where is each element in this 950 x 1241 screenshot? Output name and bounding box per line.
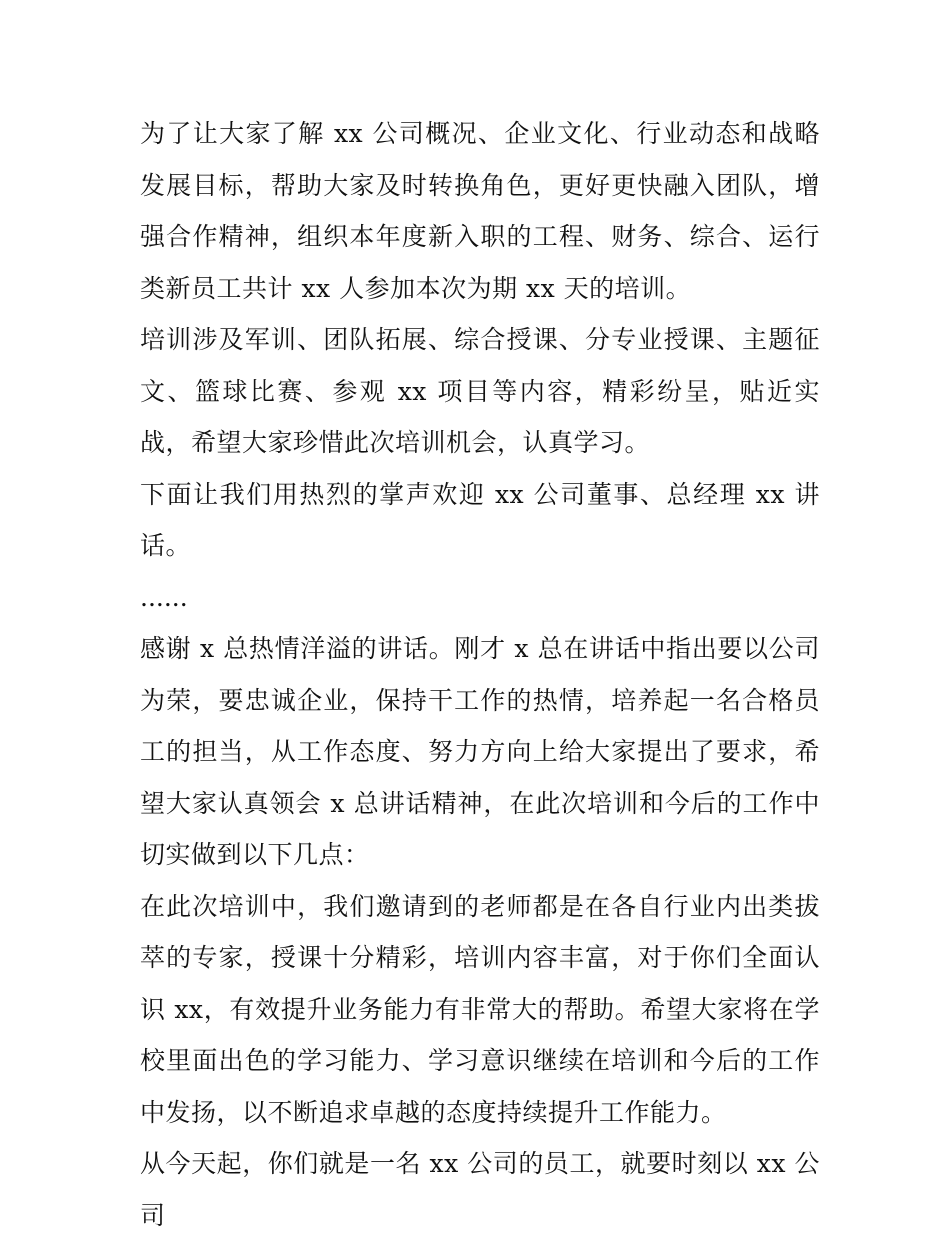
paragraph-from-today: 从今天起，你们就是一名 xx 公司的员工，就要时刻以 xx 公司 xyxy=(140,1149,820,1230)
ellipsis: ...... xyxy=(140,582,188,612)
paragraph-thanks: 感谢 x 总热情洋溢的讲话。刚才 x 总在讲话中指出要以公司为荣，要忠诚企业，保持干工作的热情，培养起一名合格员工的担当，从工作态度、努力方向上给大家提出了要求，希望大家认真领会 x 总讲话精神，在此次培训和今后的工作中切实做到以下几点： xyxy=(140,634,820,869)
paragraph-welcome-speech: 下面让我们用热烈的掌声欢迎 xx 公司董事、总经理 xx 讲话。 xyxy=(140,479,820,560)
paragraph-teachers: 在此次培训中，我们邀请到的老师都是在各自行业内出类拔萃的专家，授课十分精彩，培训内容丰富，对于你们全面认识 xx，有效提升业务能力有非常大的帮助。希望大家将在学校里面出色的学习能力、学习意识继续在培训和今后的工作中发扬，以不断追求卓越的态度持续提升工作能力。 xyxy=(140,891,820,1127)
document-body xyxy=(140,108,820,1241)
paragraph-training-content: 培训涉及军训、团队拓展、综合授课、分专业授课、主题征文、篮球比赛、参观 xx 项目等内容，精彩纷呈，贴近实战，希望大家珍惜此次培训机会，认真学习。 xyxy=(140,325,820,457)
paragraph-intro: 为了让大家了解 xx 公司概况、企业文化、行业动态和战略发展目标，帮助大家及时转换角色，更好更快融入团队，增强合作精神，组织本年度新入职的工程、财务、综合、运行类新员工共计 xx 人参加本次为期 xx 天的培训。 xyxy=(140,119,820,303)
